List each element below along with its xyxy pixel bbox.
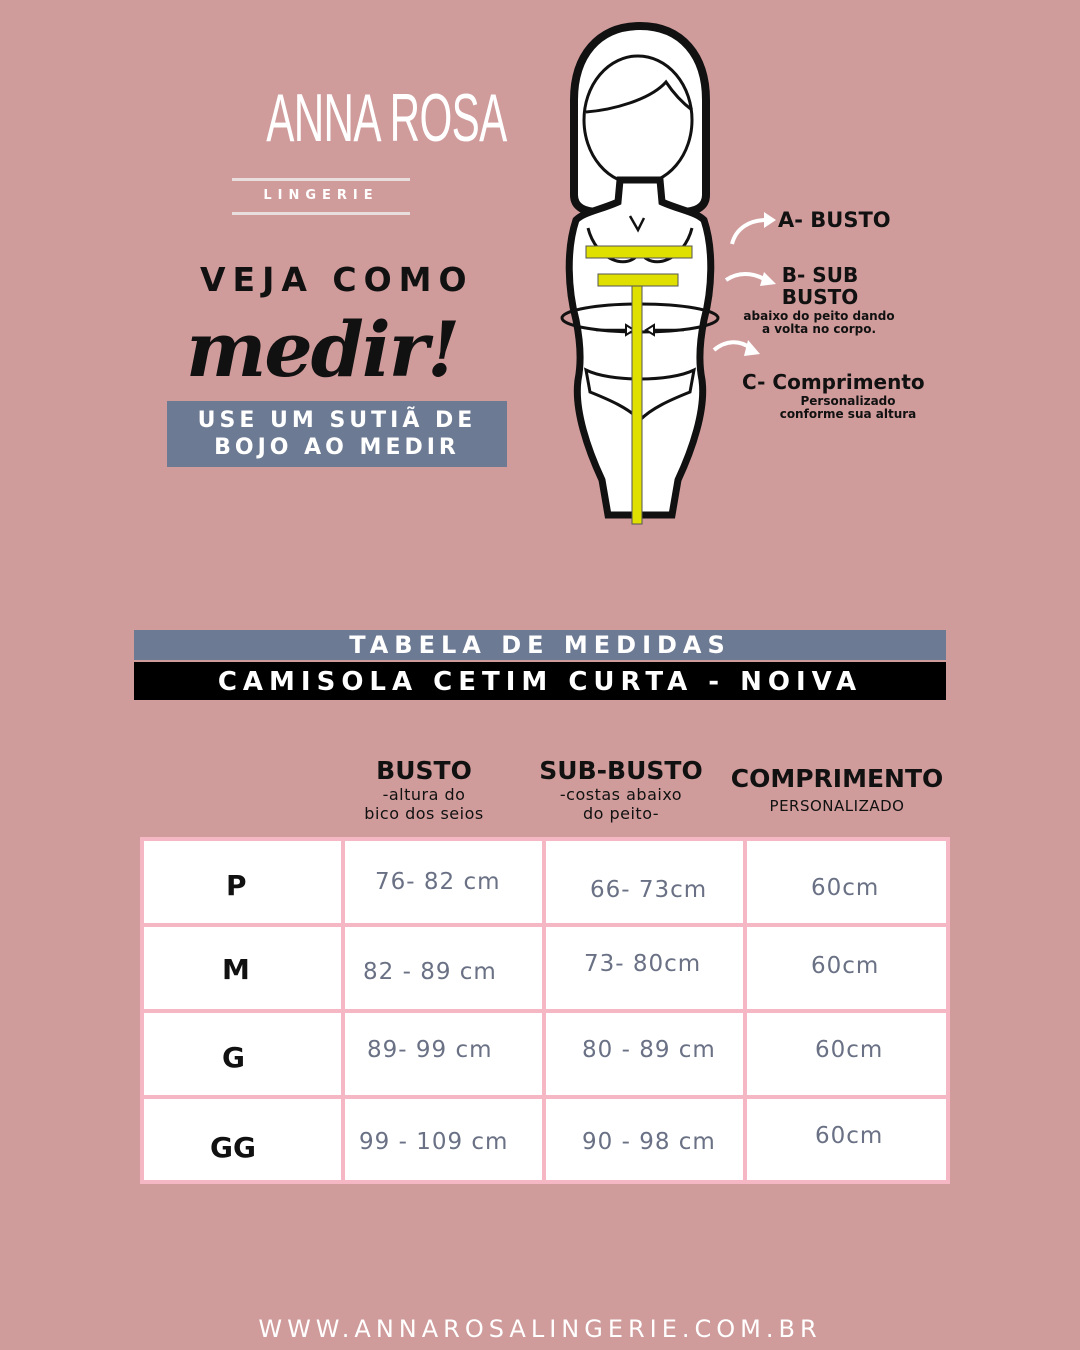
label-comprimento: C- Comprimento — [742, 370, 925, 394]
label-sub-busto-note — [734, 310, 904, 336]
website-url[interactable]: WWW.ANNAROSALINGERIE.COM.BR — [258, 1315, 822, 1343]
table-cell-sub-busto — [546, 1013, 743, 1095]
headline-veja-como: VEJA COMO — [200, 260, 474, 299]
brand-logo-name: ANNA ROSA — [266, 80, 507, 156]
column-title: COMPRIMENTO — [730, 764, 944, 793]
table-cell-sub-busto — [546, 927, 743, 1009]
table-cell-busto — [345, 1099, 542, 1180]
size-label: GG — [210, 1131, 256, 1164]
tip-line-1: USE UM SUTIÃ DE — [197, 408, 477, 433]
sub-busto-value: 90 - 98 cm — [582, 1129, 716, 1155]
comprimento-value: 60cm — [811, 875, 880, 901]
table-cell-busto — [345, 927, 542, 1009]
column-header-comprimento — [722, 764, 952, 816]
comprimento-value: 60cm — [811, 953, 880, 979]
comprimento-value: 60cm — [815, 1037, 884, 1063]
label-comprimento-note-2: conforme sua altura — [779, 407, 917, 421]
label-sub-busto-note-1: abaixo do peito dando — [743, 309, 895, 323]
table-cell-size — [144, 927, 341, 1009]
tip-box — [167, 401, 507, 467]
label-sub-busto-line2: BUSTO — [781, 285, 859, 309]
headline-medir: medir! — [186, 305, 459, 394]
busto-value: 99 - 109 cm — [359, 1129, 509, 1155]
product-title: CAMISOLA CETIM CURTA - NOIVA — [134, 662, 946, 700]
size-label: M — [222, 953, 250, 986]
label-busto: A- BUSTO — [778, 208, 891, 232]
table-cell-size — [144, 1013, 341, 1095]
column-subtitle-1: -altura do — [382, 785, 466, 804]
comprimento-value: 60cm — [815, 1123, 884, 1149]
size-label: G — [222, 1041, 245, 1074]
label-sub-busto — [780, 264, 860, 308]
table-cell-busto — [345, 841, 542, 923]
label-comprimento-note-1: Personalizado — [800, 394, 896, 408]
tip-line-2: BOJO AO MEDIR — [214, 435, 460, 460]
label-comprimento-note — [768, 395, 928, 421]
busto-value: 82 - 89 cm — [363, 959, 497, 985]
brand-logo-sub: LINGERIE — [263, 188, 379, 203]
column-title: SUB-BUSTO — [539, 756, 703, 785]
column-header-busto — [344, 756, 504, 823]
table-cell-size — [144, 1099, 341, 1180]
table-cell-comprimento — [747, 927, 946, 1009]
column-subtitle-2: bico dos seios — [364, 804, 484, 823]
table-cell-comprimento — [747, 1099, 946, 1180]
column-title: BUSTO — [376, 756, 472, 785]
label-sub-busto-note-2: a volta no corpo. — [761, 322, 877, 336]
table-cell-size — [144, 841, 341, 923]
table-cell-sub-busto — [546, 1099, 743, 1180]
sub-busto-value: 80 - 89 cm — [582, 1037, 716, 1063]
size-table — [140, 837, 950, 1184]
table-cell-comprimento — [747, 841, 946, 923]
brand-divider-bottom — [232, 212, 410, 215]
busto-value: 89- 99 cm — [367, 1037, 493, 1063]
table-cell-comprimento — [747, 1013, 946, 1095]
table-title: TABELA DE MEDIDAS — [134, 630, 946, 660]
sub-busto-value: 66- 73cm — [590, 877, 708, 903]
column-header-sub-busto — [530, 756, 712, 823]
brand-divider-top — [232, 178, 410, 181]
busto-value: 76- 82 cm — [375, 869, 501, 895]
arrow-c-icon — [710, 336, 762, 366]
arrow-a-icon — [726, 208, 778, 248]
label-sub-busto-line1: B- SUB — [781, 263, 859, 287]
table-cell-busto — [345, 1013, 542, 1095]
arrow-b-icon — [722, 266, 780, 296]
column-subtitle-2: do peito- — [582, 804, 660, 823]
column-subtitle-1: -costas abaixo — [559, 785, 683, 804]
size-label: P — [226, 869, 247, 902]
sub-busto-value: 73- 80cm — [584, 951, 702, 977]
table-cell-sub-busto — [546, 841, 743, 923]
column-subtitle-1: PERSONALIZADO — [769, 797, 905, 815]
body-measurement-illustration — [540, 20, 740, 530]
